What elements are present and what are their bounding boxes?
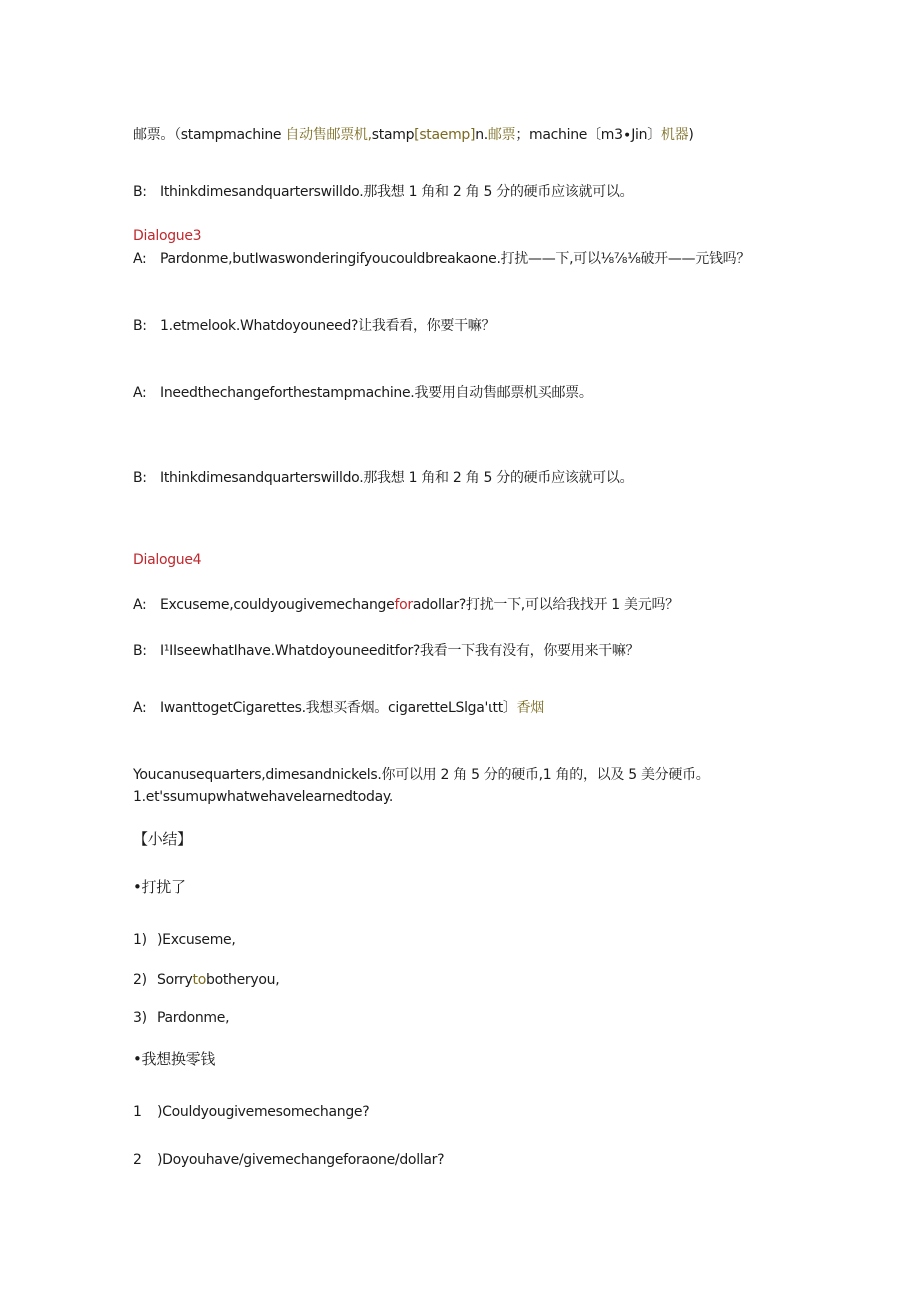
list-number: 2)	[133, 972, 147, 988]
gloss-text: ；machine〔m3∙Jin〕	[515, 127, 661, 143]
dialogue-text: Pardonme,butIwaswonderingifyoucouldbreakaone.打扰——下,可以⅛⅞⅛破开——元钱吗？	[160, 251, 751, 267]
dialogue-line	[133, 596, 679, 614]
highlighted-word: to	[192, 972, 206, 988]
section-heading: •打扰了	[133, 878, 186, 896]
dialogue-text: Ithinkdimesandquarterswilldo.那我想 1 角和 2 角 5 分的硬币应该就可以。	[160, 470, 634, 486]
speaker-label: A:	[133, 597, 147, 613]
stamp-machine-gloss-line	[133, 126, 693, 144]
speaker-label: B:	[133, 643, 147, 659]
dialogue-line	[133, 250, 750, 268]
dialogue-line	[133, 384, 593, 402]
list-text: )Excuseme,	[157, 932, 236, 948]
summary-title: 【小结】	[133, 830, 192, 848]
dialogue-text: IwanttogetCigarettes.我想买香烟。cigaretteLSlga'ιtt〕	[160, 700, 517, 716]
speaker-label: A:	[133, 251, 147, 267]
dialogue-line	[133, 317, 495, 335]
list-item	[133, 1151, 444, 1169]
list-item	[133, 971, 279, 989]
dialogue-text: Excuseme,couldyougivemechange	[160, 597, 395, 613]
speaker-label: B:	[133, 470, 147, 486]
list-text: Pardonme,	[157, 1010, 230, 1026]
dialogue-text: Ineedthechangeforthestampmachine.我要用自动售邮票机买邮票。	[160, 385, 593, 401]
dialogue-line	[133, 699, 544, 717]
list-number: 2	[133, 1152, 142, 1168]
list-item	[133, 1009, 229, 1027]
dialogue-line	[133, 469, 633, 487]
dialogue-text: adollar?打扰一下,可以给我找开 1 美元吗？	[412, 597, 679, 613]
speaker-label: A:	[133, 385, 147, 401]
dialogue3-heading: Dialogue3	[133, 228, 202, 244]
dialogue-line	[133, 183, 633, 201]
list-item	[133, 931, 236, 949]
speaker-label: A:	[133, 700, 147, 716]
dialogue-text: Ithinkdimesandquarterswilldo.那我想 1 角和 2 角 5 分的硬币应该就可以。	[160, 184, 634, 200]
gloss-text: )	[688, 127, 694, 143]
dialogue-line	[133, 642, 639, 660]
speaker-label: B:	[133, 318, 147, 334]
gloss-term: 自动售邮票机,	[285, 127, 372, 143]
list-text: )Doyouhave/givemechangeforaone/dollar?	[157, 1152, 445, 1168]
summary-intro-line: Youcanusequarters,dimesandnickels.你可以用 2 角 5 分的硬币,1 角的，以及 5 美分硬币。	[133, 767, 710, 783]
gloss-term: 邮票	[487, 127, 516, 143]
speaker-label: B:	[133, 184, 147, 200]
dialogue4-heading: Dialogue4	[133, 552, 202, 568]
list-number: 1	[133, 1104, 142, 1120]
dialogue-text: I¹IIseewhatIhave.Whatdoyouneeditfor?我看一下我有没有，你要用来干嘛？	[160, 643, 640, 659]
dialogue-text: 1.etmelook.Whatdoyouneed?让我看看，你要干嘛？	[160, 318, 496, 334]
gloss-text: n.	[475, 127, 488, 143]
list-text: )Couldyougivemesomechange?	[157, 1104, 370, 1120]
list-text: Sorry	[157, 972, 193, 988]
gloss-term: 香烟	[516, 700, 545, 716]
list-number: 1)	[133, 932, 147, 948]
gloss-text: stamp	[371, 127, 415, 143]
gloss-term: 机器	[660, 127, 689, 143]
highlighted-word: for	[394, 597, 413, 613]
phonetic: [staemp]	[414, 127, 476, 143]
section-heading: •我想换零钱	[133, 1050, 216, 1068]
list-item	[133, 1103, 369, 1121]
gloss-text: 邮票。（stampmachine	[133, 127, 286, 143]
summary-intro-line: 1.et'ssumupwhatwehavelearnedtoday.	[133, 789, 393, 805]
list-text: botheryou,	[205, 972, 280, 988]
list-number: 3)	[133, 1010, 147, 1026]
